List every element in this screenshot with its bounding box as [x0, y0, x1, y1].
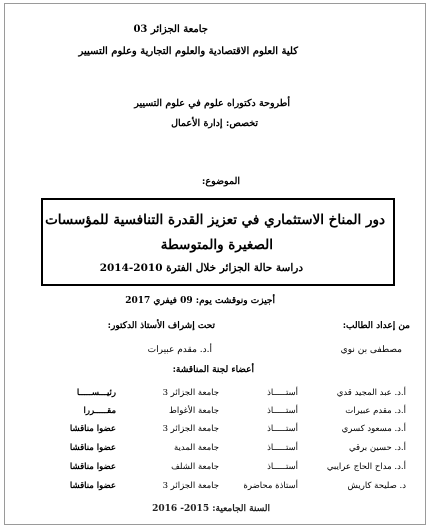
university-name: جامعة الجزائر 03: [133, 24, 208, 35]
member-rank: أستاذة محاضرة: [243, 481, 298, 491]
member-name: أ.د. مقدم عبيرات: [345, 406, 406, 416]
thesis-title-line-1: دور المناخ الاستثماري في تعزيز القدرة التنافسية للمؤسسات: [45, 212, 385, 228]
member-institution: جامعة الشلف: [171, 462, 219, 472]
member-institution: جامعة الجزائر 3: [162, 424, 219, 434]
committee-row: [0, 462, 430, 478]
committee-row: [0, 388, 430, 404]
member-role: عضوا مناقشا: [69, 443, 116, 453]
member-role: مقـــــررا: [83, 406, 116, 416]
thesis-type: أطروحة دكتوراه علوم في علوم التسيير: [134, 98, 290, 109]
committee-row: [0, 443, 430, 459]
member-institution: جامعة الجزائر 3: [162, 481, 219, 491]
committee-label: أعضاء لجنة المناقشة:: [172, 365, 254, 375]
member-rank: أستـــــاذ: [267, 462, 298, 472]
member-rank: أستـــــاذ: [267, 388, 298, 398]
supervisor-name: أ.د. مقدم عبيرات: [147, 345, 212, 355]
student-label: من إعداد الطالب:: [342, 321, 410, 331]
member-rank: أستـــــاذ: [267, 443, 298, 453]
committee-row: [0, 406, 430, 422]
member-name: أ.د. مداح الحاج عرايبي: [326, 462, 406, 472]
member-rank: أستـــــاذ: [267, 406, 298, 416]
faculty-name: كلية العلوم الاقتصادية والعلوم التجارية وعلوم التسيير: [78, 46, 298, 57]
member-institution: جامعة الأغواط: [168, 406, 219, 416]
member-role: عضوا مناقشا: [69, 462, 116, 472]
member-rank: أستـــــاذ: [267, 424, 298, 434]
supervisor-label: تحت إشراف الأستاذ الدكتور:: [107, 321, 215, 331]
defense-date: أجيزت ونوقشت يوم: 09 فيفري 2017: [125, 296, 275, 306]
committee-row: [0, 424, 430, 440]
committee-row: [0, 481, 430, 497]
academic-year: السنة الجامعية: 2015- 2016: [152, 504, 270, 514]
subject-label: الموضوع:: [201, 176, 240, 187]
member-name: د. صليحة كاريش: [347, 481, 406, 491]
member-name: أ.د. حسين برقي: [348, 443, 406, 453]
thesis-title-case-study: دراسة حالة الجزائر خلال الفترة 2010-2014: [99, 262, 303, 274]
member-institution: جامعة الجزائر 3: [162, 388, 219, 398]
member-institution: جامعة المدية: [173, 443, 219, 453]
member-role: رئيـــســـــا: [76, 388, 116, 398]
member-role: عضوا مناقشا: [69, 481, 116, 491]
member-name: أ.د. مسعود كسري: [341, 424, 406, 434]
student-name: مصطفى بن نوي: [340, 345, 402, 355]
member-name: أ.د. عبد المجيد قدي: [336, 388, 406, 398]
member-role: عضوا مناقشا: [69, 424, 116, 434]
specialization: تخصص: إدارة الأعمال: [171, 118, 258, 129]
thesis-title-line-2: الصغيرة والمتوسطة: [160, 237, 273, 253]
title-box: [41, 198, 395, 286]
